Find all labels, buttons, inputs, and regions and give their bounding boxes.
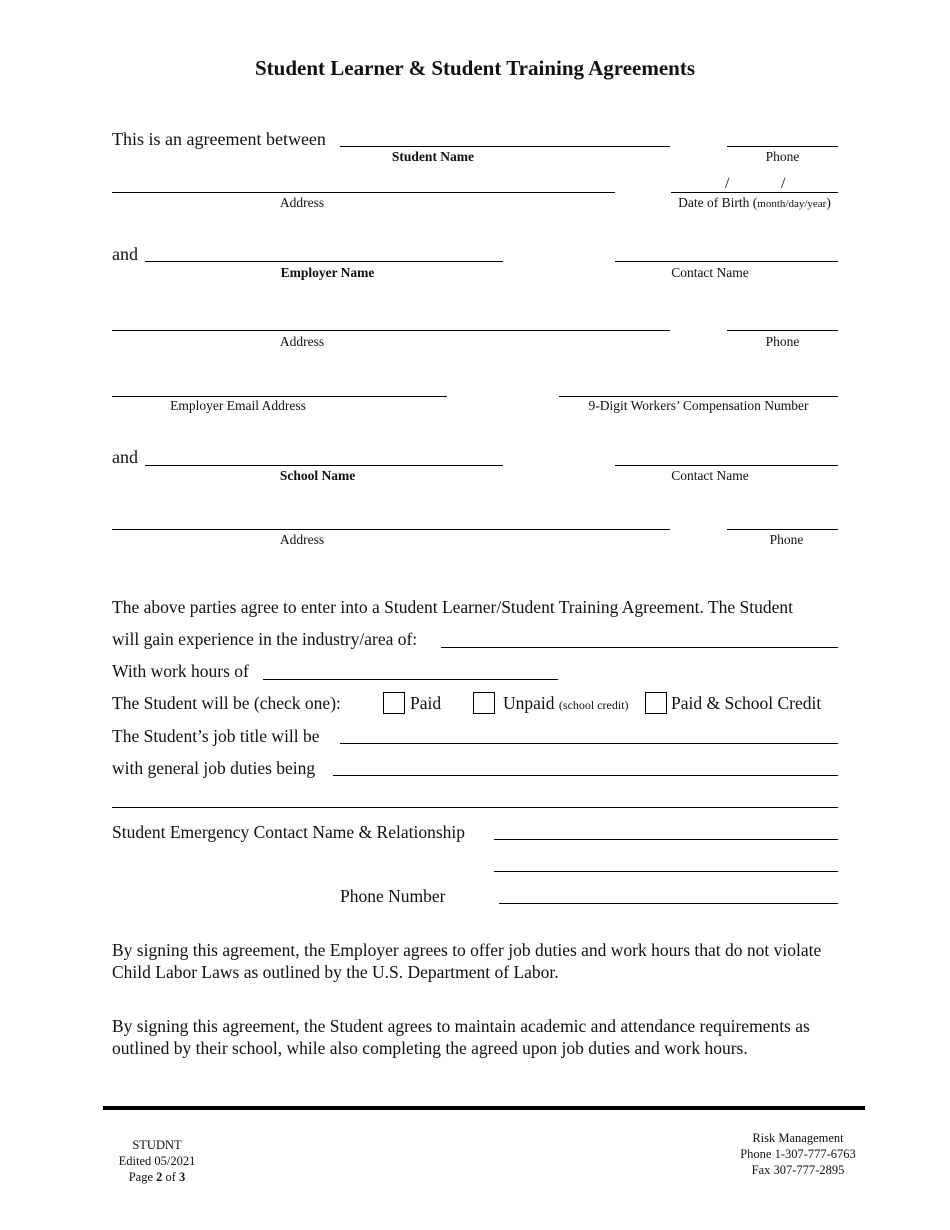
paid-credit-label: Paid & School Credit [671,693,822,713]
school-phone-field[interactable] [727,529,838,530]
form-code: STUDNT [132,1138,182,1152]
paid-credit-checkbox[interactable] [645,692,667,714]
employer-phone-label: Phone [765,334,800,349]
page-number: Page 2 of 3 [128,1170,186,1184]
and-text-1: and [112,244,138,264]
student-statement: By signing this agreement, the Student agrees to maintain academic and attendance requirements as outlined by their school, while also completing the agreed upon job duties and work hours. [112,1016,810,1058]
footer-right [728,1130,868,1178]
school-contact-label: Contact Name [671,468,749,483]
student-phone-field[interactable] [727,146,838,147]
industry-label: will gain experience in the industry/area of: [112,629,418,649]
school-name-label: School Name [279,468,356,483]
job-title-label: The Student’s job title will be [112,726,320,746]
employer-email-field[interactable] [112,396,447,397]
work-hours-label: With work hours of [112,661,249,681]
emergency-phone-field[interactable] [499,903,838,904]
student-phone-label: Phone [765,149,800,164]
intro-text: This is an agreement between [112,129,326,149]
work-hours-field[interactable] [263,679,558,680]
school-phone-label: Phone [769,532,804,547]
workers-comp-field[interactable] [559,396,838,397]
dept-fax: Fax 307-777-2895 [751,1163,845,1177]
employer-address-label: Address [279,334,325,349]
phone-number-label: Phone Number [340,886,446,906]
paid-label: Paid [410,693,442,713]
student-name-field[interactable] [340,146,670,147]
workers-comp-label: 9-Digit Workers’ Compensation Number [588,398,809,413]
school-name-field[interactable] [145,465,503,466]
unpaid-checkbox[interactable] [473,692,495,714]
dept-phone: Phone 1-307-777-6763 [740,1147,856,1161]
dob-slash-2: / [781,175,786,192]
dob-label: Date of Birth (month/day/year) [678,195,831,210]
employer-statement: By signing this agreement, the Employer agrees to offer job duties and work hours that do not violate Child Labor Laws as outlined by the U.S. Department of Labor. [112,940,822,982]
employer-address-field[interactable] [112,330,670,331]
emergency-contact-label: Student Emergency Contact Name & Relationship [112,822,466,842]
agreement-line-1: The above parties agree to enter into a Student Learner/Student Training Agreement. The Student [112,597,794,617]
dob-slash-1: / [725,175,730,192]
department: Risk Management [752,1131,844,1145]
industry-field[interactable] [441,647,838,648]
footer-left [104,1137,210,1185]
emergency-contact-field-2[interactable] [494,871,838,872]
school-address-label: Address [279,532,325,547]
employer-contact-field[interactable] [615,261,838,262]
student-address-label: Address [279,195,325,210]
job-title-field[interactable] [340,743,838,744]
job-duties-field-2[interactable] [112,807,838,808]
student-name-label: Student Name [391,149,475,164]
footer-divider [103,1106,865,1110]
employer-name-field[interactable] [145,261,503,262]
school-address-field[interactable] [112,529,670,530]
check-prompt: The Student will be (check one): [112,693,341,713]
paid-checkbox[interactable] [383,692,405,714]
job-duties-label: with general job duties being [112,758,316,778]
edited-date: Edited 05/2021 [118,1154,196,1168]
employer-contact-label: Contact Name [671,265,749,280]
employer-email-label: Employer Email Address [170,398,306,413]
and-text-2: and [112,447,138,467]
unpaid-label: Unpaid (school credit) [503,693,629,713]
job-duties-field[interactable] [333,775,838,776]
employer-name-label: Employer Name [280,265,375,280]
emergency-contact-field[interactable] [494,839,838,840]
school-contact-field[interactable] [615,465,838,466]
dob-field[interactable] [671,192,838,193]
employer-phone-field[interactable] [727,330,838,331]
page-title: Student Learner & Student Training Agreements [254,56,696,80]
student-address-field[interactable] [112,192,615,193]
